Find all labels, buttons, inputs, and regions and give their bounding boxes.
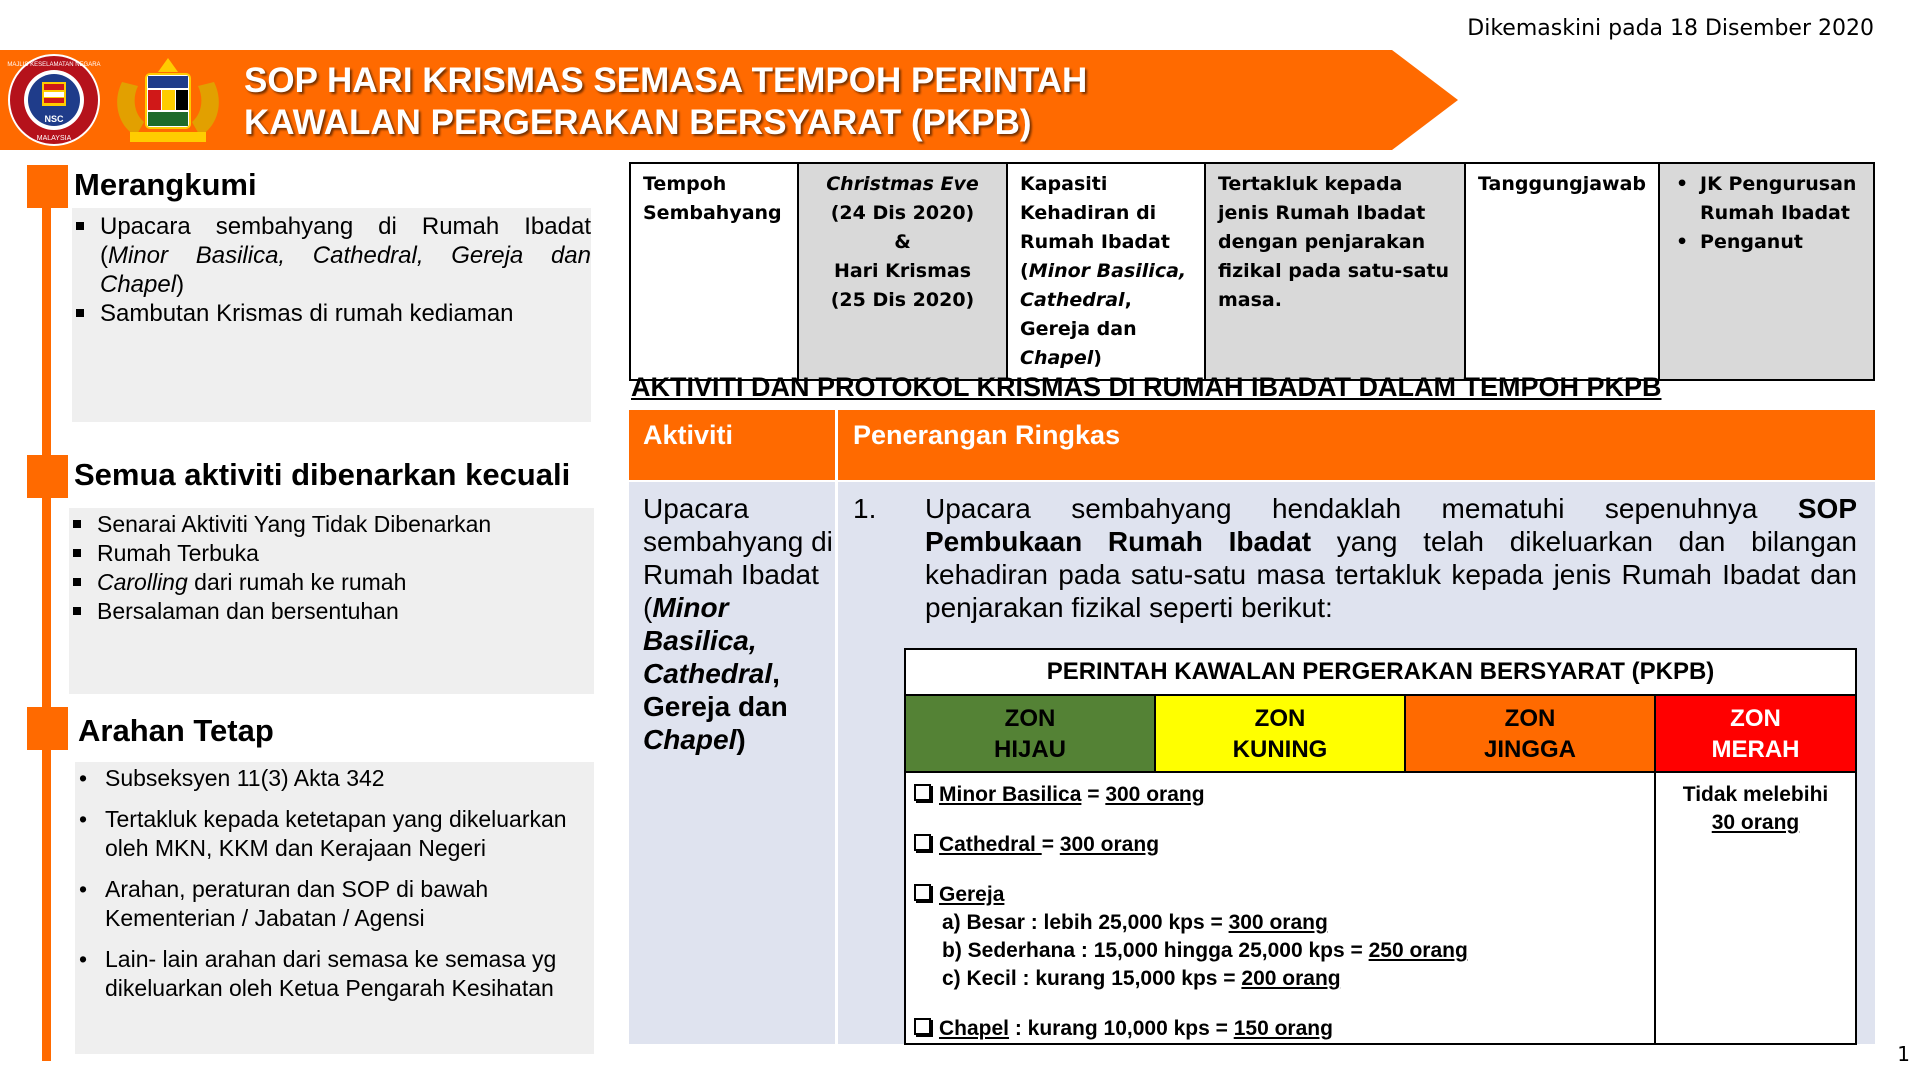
arahan-heading: Arahan Tetap <box>78 713 274 748</box>
info-responsible-list <box>1659 163 1874 380</box>
arahan-box <box>75 762 594 1054</box>
merangkumi-item-1: Upacara sembahyang di Rumah Ibadat (Minor Basilica, Cathedral, Gereja dan Chapel) <box>74 212 591 299</box>
semua-heading: Semua aktiviti dibenarkan kecuali <box>74 457 571 492</box>
page-title <box>244 60 1087 144</box>
seal-center-text: NSC <box>44 114 64 124</box>
title-line-2: KAWALAN PERGERAKAN BERSYARAT (PKPB) <box>244 103 1032 142</box>
activities-title: AKTIVITI DAN PROTOKOL KRISMAS DI RUMAH IBADAT DALAM TEMPOH PKPB <box>631 372 1662 402</box>
col-penerangan: Penerangan Ringkas <box>853 420 1121 450</box>
semua-item-4: Bersalaman dan bersentuhan <box>71 597 594 626</box>
col-aktiviti: Aktiviti <box>643 420 734 450</box>
info-tertakluk: Tertakluk kepada jenis Rumah Ibadat dengan penjarakan fizikal pada satu-satu masa. <box>1205 163 1465 380</box>
cap-gereja-b: b) Sederhana : 15,000 hingga 25,000 kps = 250 orang <box>942 939 1468 962</box>
timeline-marker-3 <box>27 707 68 750</box>
semua-item-1: Senarai Aktiviti Yang Tidak Dibenarkan <box>71 510 594 539</box>
checkbox-icon <box>914 834 931 851</box>
cap-gereja-c: c) Kecil : kurang 15,000 kps = 200 orang <box>942 967 1341 990</box>
seal-bottom-text: MALAYSIA <box>36 135 72 142</box>
page-number: 1 <box>1897 1042 1910 1066</box>
checkbox-icon <box>914 784 931 801</box>
arahan-item-1: • Subseksyen 11(3) Akta 342 <box>75 764 594 793</box>
checkbox-icon <box>914 884 931 901</box>
timeline-marker-1 <box>27 165 68 208</box>
zone-merah: ZON MERAH <box>1655 695 1856 772</box>
semua-item-3: Carolling dari rumah ke rumah <box>71 568 594 597</box>
arahan-item-2: • Tertakluk kepada ketetapan yang dikeluarkan oleh MKN, KKM dan Kerajaan Negeri <box>75 805 594 863</box>
timeline-marker-2 <box>27 455 68 498</box>
cap-chapel: Chapel : kurang 10,000 kps = 150 orang <box>914 1015 1646 1043</box>
zone-capacity-list <box>905 772 1655 1044</box>
activity-description: Upacara sembahyang hendaklah mematuhi sepenuhnya SOP Pembukaan Rumah Ibadat yang telah dikeluarkan dan bilangan kehadiran pada satu-satu masa tertakluk kepada jenis Rumah Ibadat dan penjarakan fizikal seperti berikut: <box>925 493 1857 623</box>
merangkumi-heading: Merangkumi <box>74 167 257 202</box>
updated-date: Dikemaskini pada 18 Disember 2020 <box>1467 16 1874 41</box>
timeline-bar <box>42 168 51 1061</box>
coat-of-arms-icon <box>108 52 228 148</box>
info-kapasiti: Kapasiti Kehadiran di Rumah Ibadat (Minor Basilica, Cathedral, Gereja dan Chapel) <box>1007 163 1205 380</box>
zone-kuning: ZON KUNING <box>1155 695 1405 772</box>
cap-cathedral: Cathedral = 300 orang <box>914 831 1646 859</box>
info-tanggungjawab: Tanggungjawab <box>1465 163 1659 380</box>
activity-name: Upacara sembahyang di Rumah Ibadat (Minor Basilica, Cathedral, Gereja dan Chapel) <box>643 493 833 755</box>
seal-top-text: MAJLIS KESELAMATAN NEGARA <box>7 62 101 68</box>
arahan-item-3: • Arahan, peraturan dan SOP di bawah Kementerian / Jabatan / Agensi <box>75 875 594 933</box>
responsible-item-2: • Penganut <box>1686 228 1861 257</box>
zone-hijau: ZON HIJAU <box>905 695 1155 772</box>
responsible-item-1: • JK Pengurusan Rumah Ibadat <box>1686 170 1861 228</box>
info-dates: Christmas Eve (24 Dis 2020) & Hari Krismas (25 Dis 2020) <box>798 163 1007 380</box>
cap-gereja: Gereja <box>914 881 1646 909</box>
info-table <box>629 162 1875 381</box>
activity-number: 1. <box>853 493 877 524</box>
checkbox-icon <box>914 1018 931 1035</box>
merangkumi-item-2: Sambutan Krismas di rumah kediaman <box>74 299 591 328</box>
title-line-1: SOP HARI KRISMAS SEMASA TEMPOH PERINTAH <box>244 61 1088 100</box>
zone-jingga: ZON JINGGA <box>1405 695 1655 772</box>
merangkumi-box <box>72 208 591 422</box>
zone-merah-capacity: Tidak melebihi 30 orang <box>1655 772 1856 1044</box>
cap-minor-basilica: Minor Basilica = 300 orang <box>914 781 1646 809</box>
zone-table-header: PERINTAH KAWALAN PERGERAKAN BERSYARAT (PKPB) <box>905 649 1856 695</box>
zone-table <box>904 648 1857 1045</box>
cap-gereja-a: a) Besar : lebih 25,000 kps = 300 orang <box>942 911 1328 934</box>
semua-box <box>69 508 594 694</box>
info-tempoh: Tempoh Sembahyang <box>630 163 798 380</box>
semua-item-2: Rumah Terbuka <box>71 539 594 568</box>
activities-header <box>629 410 1875 480</box>
arahan-item-4: • Lain- lain arahan dari semasa ke semasa yg dikeluarkan oleh Ketua Pengarah Kesihatan <box>75 945 594 1003</box>
